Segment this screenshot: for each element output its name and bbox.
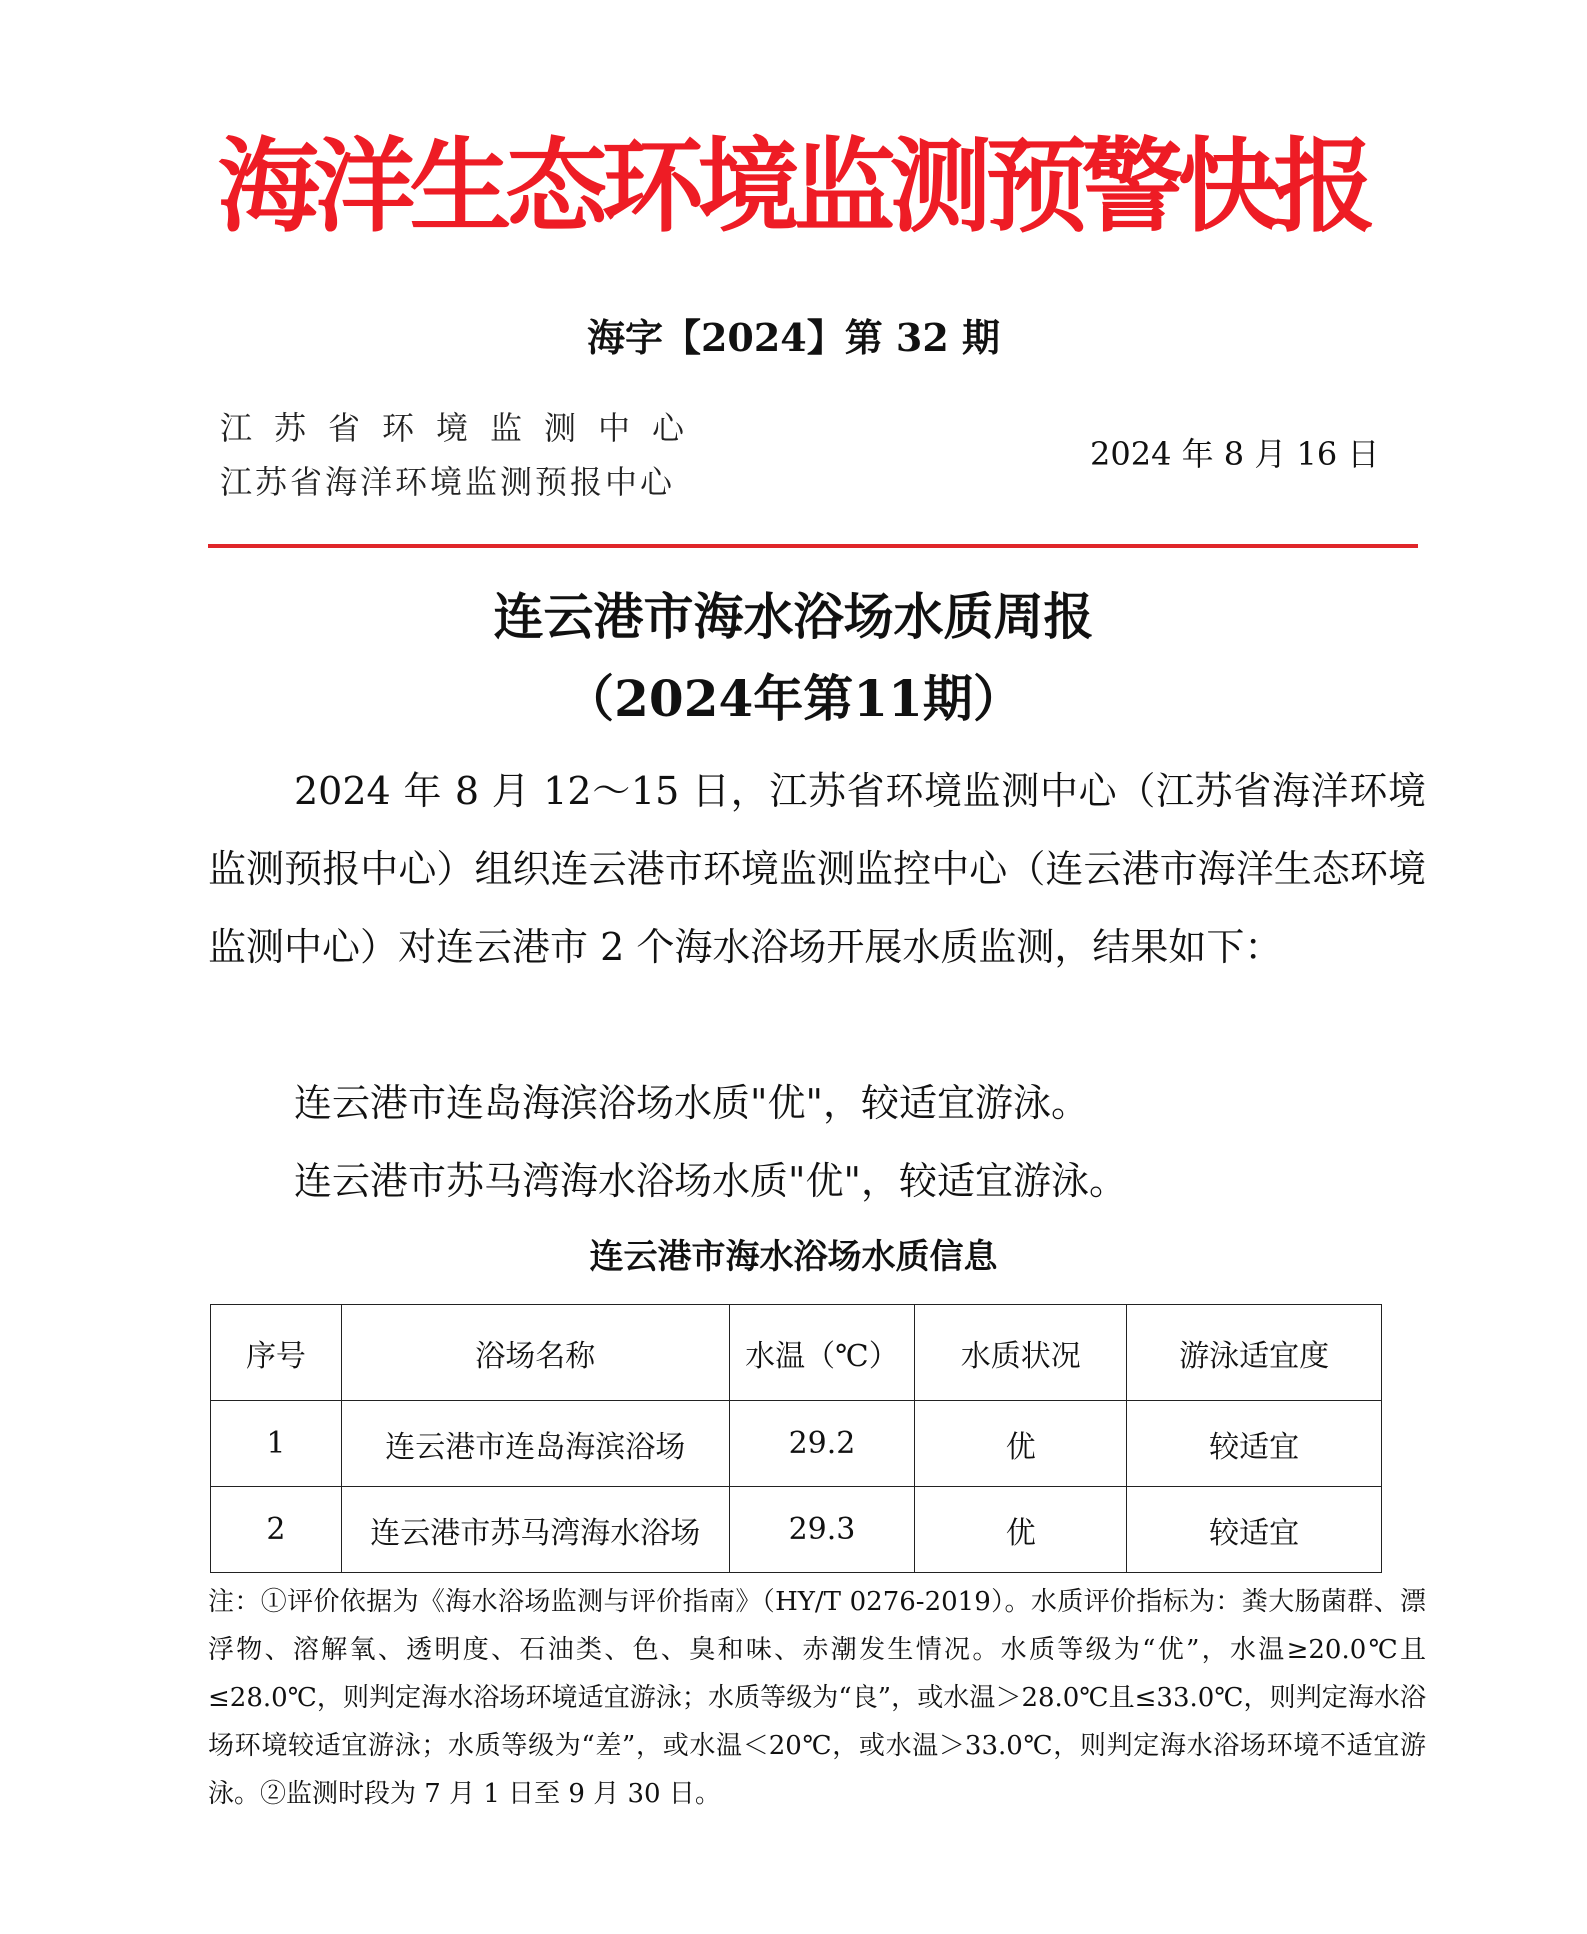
footnote: 注：①评价依据为《海水浴场监测与评价指南》（HY/T 0276-2019）。水质评价指标为：粪大肠菌群、漂浮物、溶解氧、透明度、石油类、色、臭和味、赤潮发生情况。水质等级为“优”，水温≥20.0℃且≤28.0℃，则判定海水浴场环境适宜游泳；水质等级为“良”，或水温＞28.0℃且≤33.0℃，则判定海水浴场环境较适宜游泳；水质等级为“差”，或水温＜20℃，或水温＞33.0℃，则判定海水浴场环境不适宜游泳。②监测时段为 7 月 1 日至 9 月 30 日。 xyxy=(208,1587,1426,1809)
report-title: 连云港市海水浴场水质周报 xyxy=(493,587,1094,646)
column-header-beach-name: 浴场名称 xyxy=(341,1305,729,1401)
cell-water-quality: 优 xyxy=(915,1487,1127,1573)
table-title: 连云港市海水浴场水质信息 xyxy=(589,1237,998,1277)
column-header-swim-suitability: 游泳适宜度 xyxy=(1127,1305,1382,1401)
cell-beach-name: 连云港市苏马湾海水浴场 xyxy=(341,1487,729,1573)
cell-beach-name: 连云港市连岛海滨浴场 xyxy=(341,1401,729,1487)
issue-date: 2024 年 8 月 16 日 xyxy=(1090,435,1380,473)
cell-swim-suitability: 较适宜 xyxy=(1127,1401,1382,1487)
cell-index: 1 xyxy=(211,1401,342,1487)
body-paragraph-sumawan: 连云港市苏马湾海水浴场水质"优"，较适宜游泳。 xyxy=(294,1159,1127,1203)
report-subtitle: （2024年第11期） xyxy=(564,669,1023,728)
body-paragraph-intro: 2024 年 8 月 12～15 日，江苏省环境监测中心（江苏省海洋环境监测预报中心）组织连云港市环境监测监控中心（连云港市海洋生态环境监测中心）对连云港市 2 个海水浴场开展水质监测，结果如下： xyxy=(208,769,1426,969)
cell-water-temp: 29.2 xyxy=(729,1401,915,1487)
masthead-divider xyxy=(208,544,1418,548)
cell-water-quality: 优 xyxy=(915,1401,1127,1487)
body-paragraph-liandao: 连云港市连岛海滨浴场水质"优"，较适宜游泳。 xyxy=(294,1081,1089,1125)
cell-index: 2 xyxy=(211,1487,342,1573)
issuer-2: 江苏省海洋环境监测预报中心 xyxy=(220,463,676,501)
column-header-water-quality: 水质状况 xyxy=(915,1305,1127,1401)
cell-swim-suitability: 较适宜 xyxy=(1127,1487,1382,1573)
column-header-index: 序号 xyxy=(211,1305,342,1401)
table-row xyxy=(211,1401,1382,1487)
cell-water-temp: 29.3 xyxy=(729,1487,915,1573)
issue-number: 海字【2024】第 32 期 xyxy=(586,315,1001,360)
issuer-1: 江苏省环境监测中心 xyxy=(220,409,707,447)
table-header-row xyxy=(211,1305,1382,1401)
water-quality-table xyxy=(210,1304,1382,1573)
table-row xyxy=(211,1487,1382,1573)
column-header-water-temp: 水温（℃） xyxy=(729,1305,915,1401)
masthead-title: 海洋生态环境监测预警快报 xyxy=(217,128,1370,247)
